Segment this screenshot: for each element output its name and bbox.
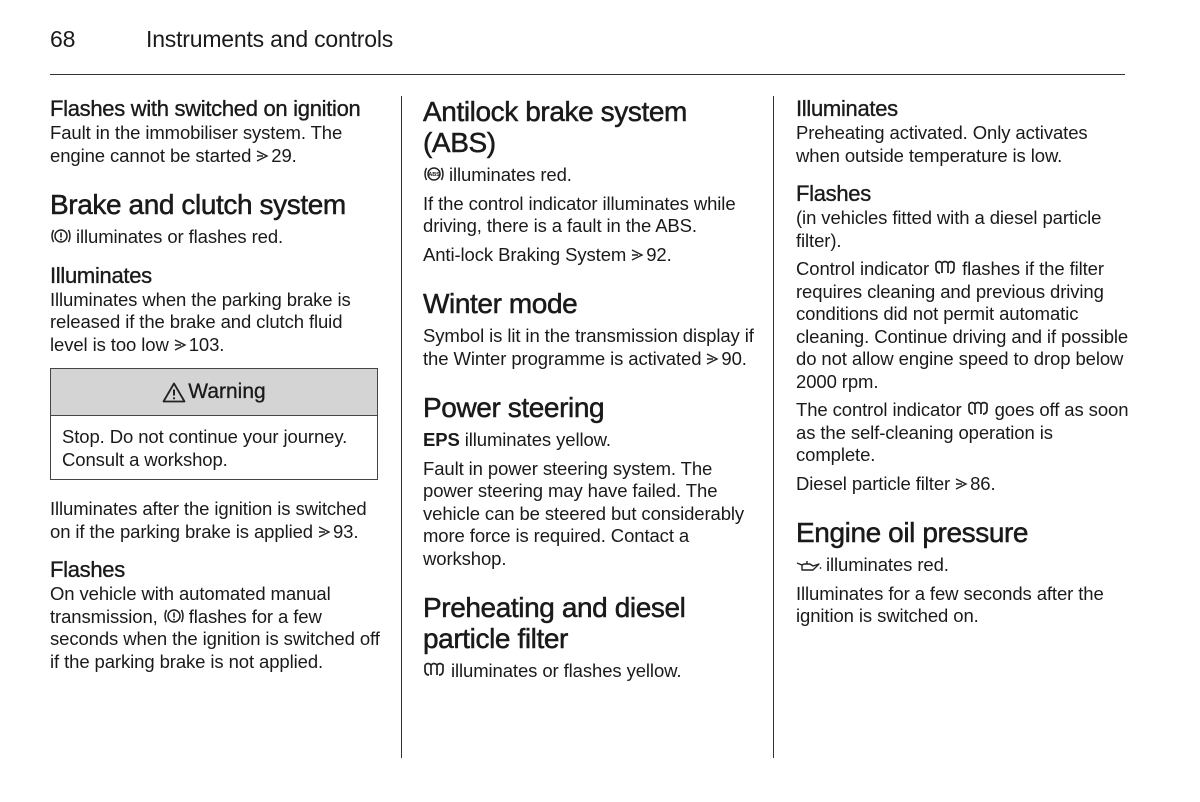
reference-arrow-icon <box>630 248 644 262</box>
flashes-ignition-text: Fault in the immobiliser system. The engine cannot be started 29. <box>50 122 343 166</box>
abs-icon <box>423 165 445 183</box>
power-steering-fault: Fault in power steering system. The power steering may have failed. The vehicle can be steered but considerably more force is required. Contact a workshop. <box>423 457 745 569</box>
oil-can-icon <box>796 559 822 573</box>
illuminates-text: Illuminates when the parking brake is released if the brake and clutch fluid level is too low 103. <box>50 288 351 355</box>
glow-plug-icon <box>967 400 991 418</box>
svg-text:ABS: ABS <box>428 172 440 178</box>
power-steering-heading: Power steering <box>423 392 605 423</box>
dpf-link[interactable]: Diesel particle filter 86. <box>796 472 996 494</box>
column-2 <box>423 96 758 689</box>
eps-label: EPS <box>423 429 460 450</box>
flashes-text: On vehicle with automated manual transmission, flashes for a few seconds when the ignition is switched off if the parking brake is not applied. <box>50 583 380 672</box>
column-divider-1 <box>401 96 402 758</box>
oil-pressure-heading: Engine oil pressure <box>796 517 1029 548</box>
brake-intro: illuminates or flashes red. <box>50 226 380 249</box>
indicator-off-text: The control indicator goes off as soon as the self-cleaning operation is complete. <box>796 399 1129 465</box>
abs-link[interactable]: Anti-lock Braking System 92. <box>423 243 672 265</box>
warning-box <box>50 368 378 480</box>
preheat-flashes-text: (in vehicles fitted with a diesel particle filter). <box>796 207 1102 251</box>
brake-warning-icon <box>163 607 185 625</box>
warning-triangle-icon <box>162 382 186 403</box>
preheat-flashes-heading: Flashes <box>796 181 871 206</box>
oil-text: Illuminates for a few seconds after the ignition is switched on. <box>796 582 1104 626</box>
winter-text: Symbol is lit in the transmission display if the Winter programme is activated 90. <box>423 325 754 369</box>
after-ignition-text: Illuminates after the ignition is switched on if the parking brake is applied 93. <box>50 498 367 542</box>
preheat-illuminates-heading: Illuminates <box>796 96 898 121</box>
preheating-heading: Preheating and diesel particle filter <box>423 592 686 654</box>
warning-header <box>51 369 377 416</box>
reference-arrow-icon <box>317 525 331 539</box>
abs-fault: If the control indicator illuminates while driving, there is a fault in the ABS. <box>423 192 736 236</box>
reference-arrow-icon <box>705 352 719 366</box>
abs-intro: ABS illuminates red. <box>423 164 758 187</box>
column-divider-2 <box>773 96 774 758</box>
warning-text: Stop. Do not continue your journey. Consult a workshop. <box>62 426 348 470</box>
brake-clutch-heading: Brake and clutch system <box>50 189 346 220</box>
reference-arrow-icon <box>954 477 968 491</box>
winter-heading: Winter mode <box>423 288 578 319</box>
control-indicator-text: Control indicator flashes if the filter requires cleaning and previous driving conditions did not permit automatic cleaning. Continue driving and if possible do not allow engine speed to drop below 2000 rpm. <box>796 258 1129 392</box>
eps-intro: EPS illuminates yellow. <box>423 429 611 450</box>
glow-plug-icon <box>934 259 958 277</box>
flashes-ignition-heading: Flashes with switched on ignition <box>50 96 361 121</box>
oil-intro: illuminates red. <box>796 554 1131 577</box>
glow-plug-icon <box>423 661 447 679</box>
reference-arrow-icon <box>173 338 187 352</box>
abs-heading: Antilock brake system (ABS) <box>423 96 687 158</box>
warning-title: Warning <box>188 380 266 403</box>
flashes-heading: Flashes <box>50 557 125 582</box>
preheating-intro: illuminates or flashes yellow. <box>423 660 758 683</box>
preheat-illuminates-text: Preheating activated. Only activates when outside temperature is low. <box>796 122 1088 166</box>
illuminates-heading: Illuminates <box>50 262 152 288</box>
page-title: Instruments and controls <box>146 26 394 52</box>
reference-arrow-icon <box>255 149 269 163</box>
column-3 <box>796 96 1131 634</box>
page-number: 68 <box>50 26 76 52</box>
column-1 <box>50 96 380 679</box>
warning-body <box>51 416 377 479</box>
header-rule <box>50 74 1125 75</box>
brake-warning-icon <box>50 227 72 245</box>
page-header <box>50 26 393 53</box>
